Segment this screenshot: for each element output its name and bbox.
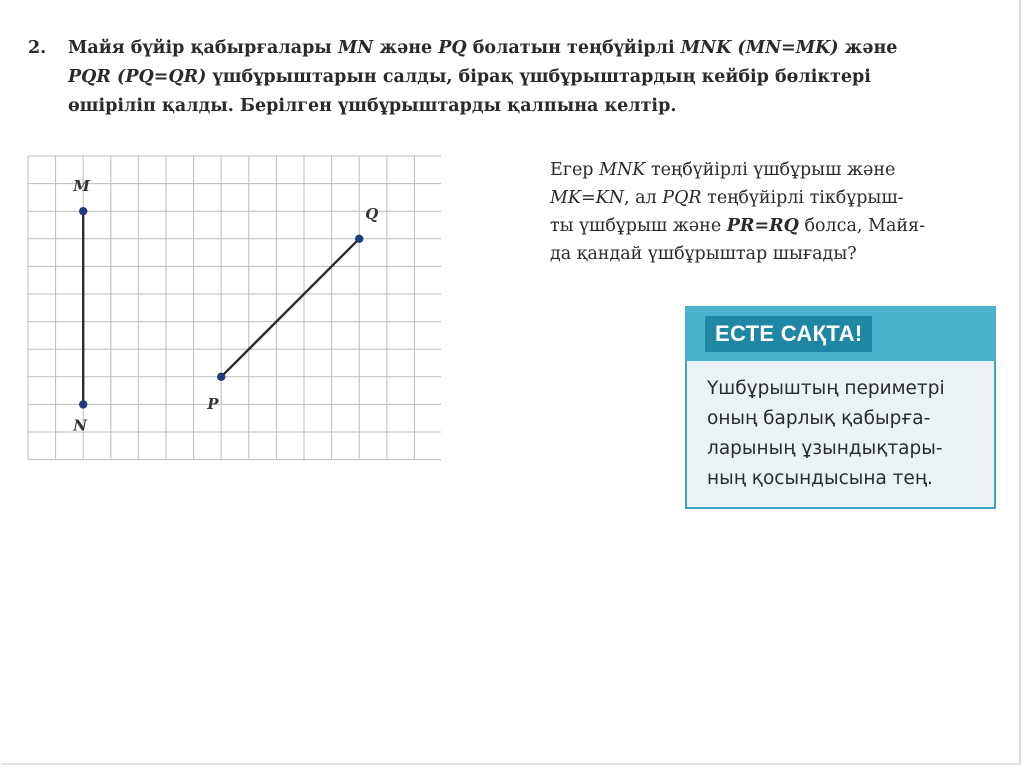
question-line: ты үшбұрыш және PR=RQ болса, Майя- bbox=[550, 216, 926, 236]
question-line: да қандай үшбұрыштар шығады? bbox=[550, 244, 857, 264]
remember-line: ның қосындысына тең. bbox=[707, 468, 933, 489]
task-line-3: өшіріліп қалды. Берілген үшбұрыштарды қалпына келтір. bbox=[68, 96, 677, 116]
remember-text bbox=[707, 374, 979, 494]
segment-PQ bbox=[221, 239, 359, 377]
point-label-Q: Q bbox=[365, 204, 379, 223]
remember-box bbox=[685, 306, 996, 509]
point-Q bbox=[355, 235, 363, 243]
remember-title: ЕСТЕ САҚТА! bbox=[705, 316, 872, 352]
remember-line: оның барлық қабырға- bbox=[707, 408, 931, 429]
question-line: Егер MNK теңбүйірлі үшбұрыш және bbox=[550, 160, 896, 180]
question-text bbox=[550, 156, 998, 268]
grid-figure bbox=[27, 155, 441, 495]
task-line-1: Майя бүйір қабырғалары MN және PQ болатын теңбүйірлі MNK (MN=MK) және bbox=[68, 38, 898, 58]
point-N bbox=[79, 400, 87, 408]
grid-svg bbox=[27, 155, 441, 491]
point-label-N: N bbox=[73, 416, 87, 435]
remember-line: ларының ұзындықтары- bbox=[707, 438, 943, 459]
task-number: 2. bbox=[28, 38, 47, 58]
task-body bbox=[68, 34, 1000, 121]
point-label-M: M bbox=[73, 177, 90, 196]
task-text bbox=[28, 34, 1000, 121]
remember-header bbox=[685, 306, 996, 361]
task-line-2: PQR (PQ=QR) үшбұрыштарын салды, бірақ үшбұрыштардың кейбір бөліктері bbox=[68, 67, 871, 87]
point-P bbox=[217, 373, 225, 381]
remember-line: Үшбұрыштың периметрі bbox=[707, 378, 945, 399]
point-label-P: P bbox=[207, 394, 219, 413]
point-M bbox=[79, 207, 87, 215]
question-line: MK=KN, ал PQR теңбүйірлі тікбұрыш- bbox=[550, 188, 904, 208]
